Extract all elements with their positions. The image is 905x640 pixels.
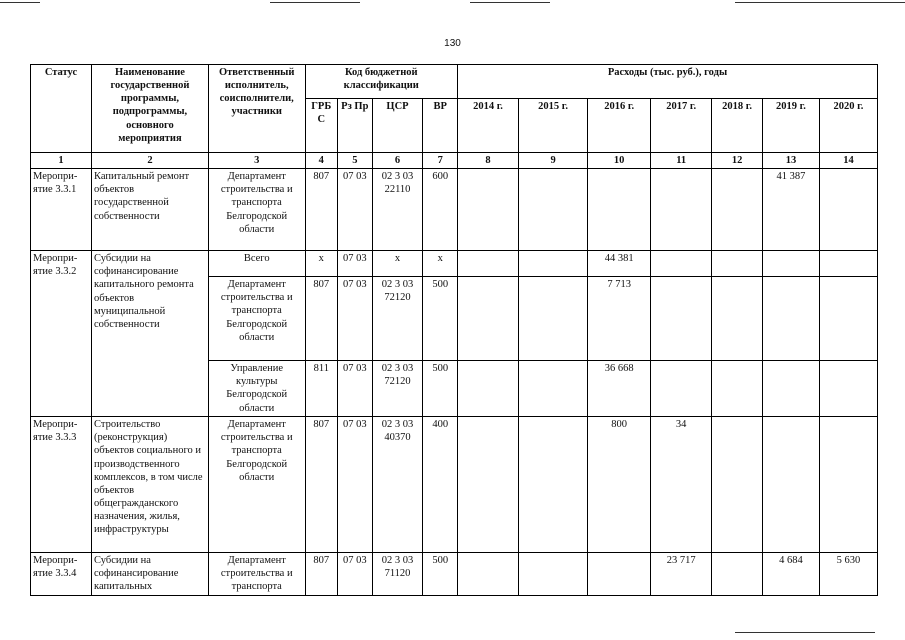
responsible-cell: Управление культуры Белгородской области — [208, 361, 305, 417]
rzpr-cell: 07 03 — [338, 417, 373, 553]
header-grbs: ГРБ С — [305, 99, 338, 153]
value-cell — [763, 277, 820, 361]
grbs-cell: 807 — [305, 417, 338, 553]
table-row — [31, 251, 878, 277]
header-year: 2018 г. — [712, 99, 763, 153]
value-cell: 7 713 — [588, 277, 651, 361]
value-cell — [651, 361, 712, 417]
responsible-cell: Всего — [208, 251, 305, 277]
value-cell — [519, 553, 588, 595]
column-number: 10 — [588, 153, 651, 169]
value-cell: 4 684 — [763, 553, 820, 595]
rzpr-cell: 07 03 — [338, 169, 373, 251]
value-cell: 44 381 — [588, 251, 651, 277]
status-cell: Меропри-ятие 3.3.4 — [31, 553, 92, 595]
value-cell — [819, 361, 877, 417]
column-number: 9 — [519, 153, 588, 169]
value-cell — [819, 417, 877, 553]
csr-cell: 02 3 03 22110 — [372, 169, 423, 251]
header-year: 2015 г. — [519, 99, 588, 153]
scan-bottom-line — [735, 632, 875, 633]
name-cell: Капитальный ремонт объектов государственной собственности — [92, 169, 209, 251]
value-cell — [763, 417, 820, 553]
value-cell — [763, 361, 820, 417]
grbs-cell: х — [305, 251, 338, 277]
value-cell — [458, 361, 519, 417]
column-number: 4 — [305, 153, 338, 169]
grbs-cell: 811 — [305, 361, 338, 417]
status-cell: Меропри-ятие 3.3.2 — [31, 251, 92, 417]
value-cell — [519, 169, 588, 251]
responsible-cell: Департамент строительства и транспорта Белгородской области — [208, 277, 305, 361]
value-cell — [712, 361, 763, 417]
column-number: 5 — [338, 153, 373, 169]
value-cell: 34 — [651, 417, 712, 553]
value-cell — [819, 277, 877, 361]
column-number: 8 — [458, 153, 519, 169]
responsible-cell: Департамент строительства и транспорта Белгородской области — [208, 417, 305, 553]
value-cell — [712, 417, 763, 553]
table-row — [31, 417, 878, 553]
value-cell — [712, 553, 763, 595]
rzpr-cell: 07 03 — [338, 277, 373, 361]
header-budget-code: Код бюджетной классификации — [305, 65, 458, 99]
value-cell — [458, 169, 519, 251]
column-number: 12 — [712, 153, 763, 169]
value-cell: 36 668 — [588, 361, 651, 417]
scan-top-line — [470, 2, 550, 3]
column-number: 7 — [423, 153, 458, 169]
value-cell — [519, 417, 588, 553]
table-row — [31, 169, 878, 251]
value-cell — [763, 251, 820, 277]
name-cell: Строительство (реконструкция) объектов социального и производственного комплексов, в том числе объектов общегражданского назначения, жилья, инфраструктуры — [92, 417, 209, 553]
table-row — [31, 553, 878, 595]
scan-top-line — [270, 2, 360, 3]
page-number: 130 — [444, 38, 461, 49]
rzpr-cell: 07 03 — [338, 251, 373, 277]
grbs-cell: 807 — [305, 277, 338, 361]
header-vr: ВР — [423, 99, 458, 153]
value-cell — [458, 251, 519, 277]
value-cell — [458, 417, 519, 553]
value-cell: 800 — [588, 417, 651, 553]
value-cell — [651, 251, 712, 277]
column-number-row — [31, 153, 878, 169]
grbs-cell: 807 — [305, 169, 338, 251]
name-cell: Субсидии на софинансирование капитального ремонта объектов муниципальной собственности — [92, 251, 209, 417]
value-cell: 41 387 — [763, 169, 820, 251]
csr-cell: 02 3 03 40370 — [372, 417, 423, 553]
rzpr-cell: 07 03 — [338, 553, 373, 595]
csr-cell: х — [372, 251, 423, 277]
value-cell — [519, 361, 588, 417]
column-number: 11 — [651, 153, 712, 169]
column-number: 2 — [92, 153, 209, 169]
value-cell — [519, 277, 588, 361]
header-name: Наименование государственной программы, подпрограммы, основного мероприятия — [92, 65, 209, 153]
value-cell — [712, 169, 763, 251]
header-responsible: Ответственный исполнитель, соисполнители, участники — [208, 65, 305, 153]
header-year: 2020 г. — [819, 99, 877, 153]
value-cell — [651, 169, 712, 251]
column-number: 14 — [819, 153, 877, 169]
value-cell — [588, 169, 651, 251]
header-csr: ЦСР — [372, 99, 423, 153]
value-cell — [651, 277, 712, 361]
csr-cell: 02 3 03 72120 — [372, 361, 423, 417]
value-cell — [519, 251, 588, 277]
column-number: 6 — [372, 153, 423, 169]
csr-cell: 02 3 03 71120 — [372, 553, 423, 595]
vr-cell: 400 — [423, 417, 458, 553]
value-cell — [712, 277, 763, 361]
status-cell: Меропри-ятие 3.3.1 — [31, 169, 92, 251]
grbs-cell: 807 — [305, 553, 338, 595]
vr-cell: 500 — [423, 277, 458, 361]
value-cell: 5 630 — [819, 553, 877, 595]
responsible-cell: Департамент строительства и транспорта — [208, 553, 305, 595]
vr-cell: х — [423, 251, 458, 277]
header-status: Статус — [31, 65, 92, 153]
column-number: 1 — [31, 153, 92, 169]
value-cell — [819, 251, 877, 277]
status-cell: Меропри-ятие 3.3.3 — [31, 417, 92, 553]
vr-cell: 600 — [423, 169, 458, 251]
scan-top-line — [735, 2, 905, 3]
header-year: 2014 г. — [458, 99, 519, 153]
value-cell — [819, 169, 877, 251]
name-cell: Субсидии на софинансирование капитальных — [92, 553, 209, 595]
scan-top-line — [0, 2, 40, 3]
value-cell — [588, 553, 651, 595]
column-number: 3 — [208, 153, 305, 169]
responsible-cell: Департамент строительства и транспорта Белгородской области — [208, 169, 305, 251]
vr-cell: 500 — [423, 361, 458, 417]
rzpr-cell: 07 03 — [338, 361, 373, 417]
header-expenses: Расходы (тыс. руб.), годы — [458, 65, 878, 99]
budget-table — [30, 64, 878, 596]
header-year: 2016 г. — [588, 99, 651, 153]
value-cell — [458, 553, 519, 595]
vr-cell: 500 — [423, 553, 458, 595]
column-number: 13 — [763, 153, 820, 169]
value-cell: 23 717 — [651, 553, 712, 595]
value-cell — [712, 251, 763, 277]
value-cell — [458, 277, 519, 361]
header-rzpr: Рз Пр — [338, 99, 373, 153]
csr-cell: 02 3 03 72120 — [372, 277, 423, 361]
header-year: 2019 г. — [763, 99, 820, 153]
header-year: 2017 г. — [651, 99, 712, 153]
